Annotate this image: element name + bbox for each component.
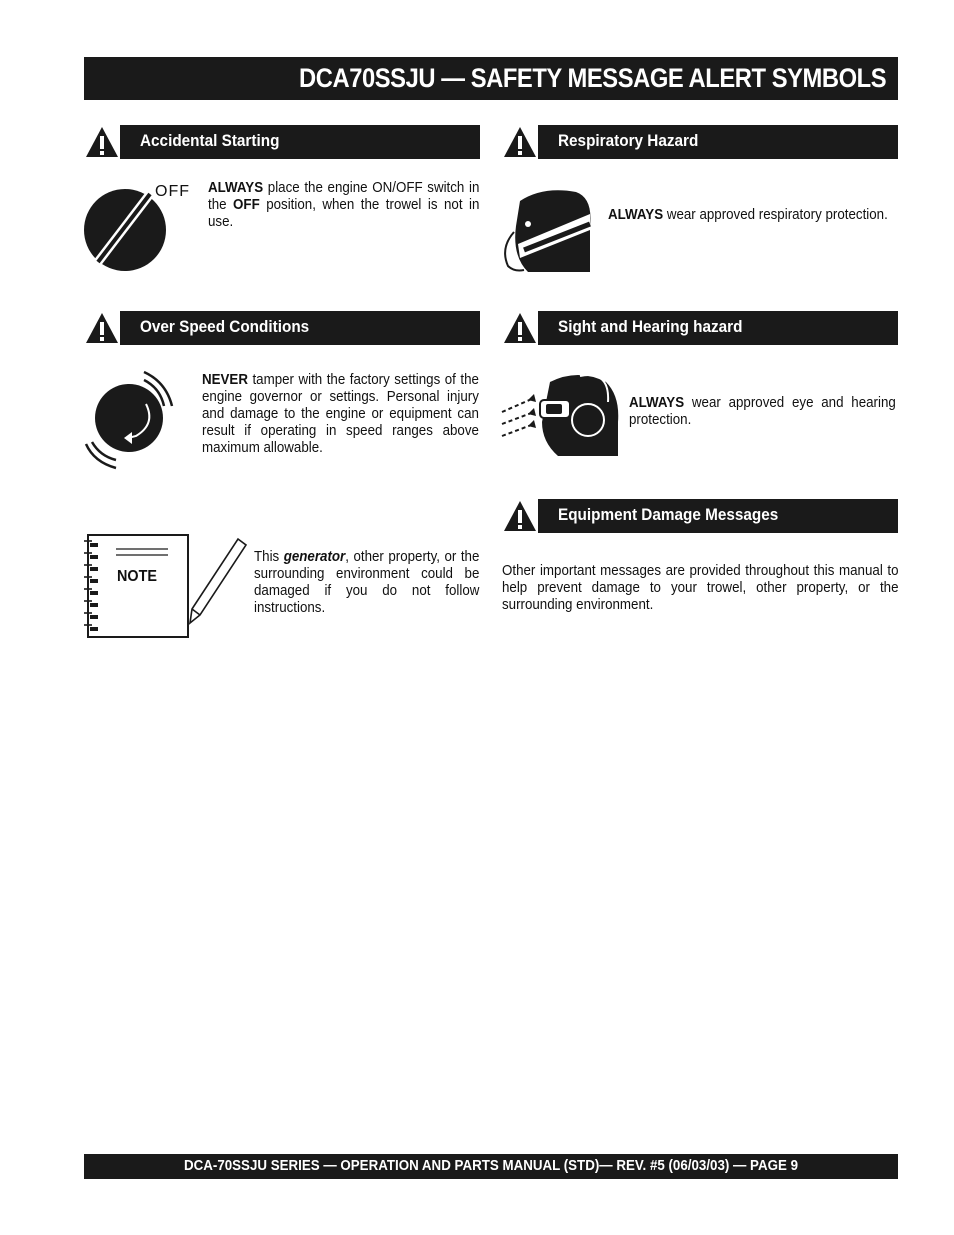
warning-triangle-icon	[84, 311, 120, 345]
goggles-earmuff-icon	[498, 372, 622, 458]
section-heading: Equipment Damage Messages	[558, 505, 779, 524]
respiratory-hazard-text: ALWAYS wear approved respiratory protection.	[608, 207, 888, 223]
section-heading: Over Speed Conditions	[140, 317, 310, 336]
section-heading: Sight and Hearing hazard	[558, 317, 743, 336]
off-label: OFF	[155, 183, 190, 200]
warning-triangle-icon	[502, 499, 538, 533]
page-title-bar	[84, 57, 898, 100]
note-notebook-icon	[82, 533, 252, 641]
page-title: DCA70SSJU — SAFETY MESSAGE ALERT SYMBOLS	[298, 63, 886, 93]
accidental-starting-text: ALWAYS place the engine ON/OFF switch in the OFF position, when the trowel is not in use.	[208, 180, 480, 230]
section-header-equipment-damage	[502, 499, 898, 533]
section-header-over-speed	[84, 311, 480, 345]
note-label: NOTE	[117, 568, 158, 585]
warning-triangle-icon	[502, 311, 538, 345]
footer-bar	[84, 1154, 898, 1179]
over-speed-text: NEVER tamper with the factory settings of the engine governor or settings. Personal injury and damage to the engine or equipment can result if operating in speed ranges above maximum allowable.	[202, 372, 479, 456]
section-heading: Accidental Starting	[140, 131, 280, 150]
footer-text: DCA-70SSJU SERIES — OPERATION AND PARTS MANUAL (STD)— REV. #5 (06/03/03) — PAGE 9	[183, 1158, 799, 1174]
respirator-mask-icon	[498, 186, 598, 278]
speed-dial-icon	[80, 364, 180, 470]
section-heading: Respiratory Hazard	[558, 131, 699, 150]
section-header-respiratory-hazard	[502, 125, 898, 159]
note-text: This generator, other property, or the surrounding environment could be damaged if you do not follow instructions.	[254, 549, 480, 616]
section-header-accidental-starting	[84, 125, 480, 159]
warning-triangle-icon	[84, 125, 120, 159]
sight-hearing-text: ALWAYS wear approved eye and hearing protection.	[629, 395, 896, 428]
warning-triangle-icon	[502, 125, 538, 159]
section-header-sight-hearing	[502, 311, 898, 345]
equipment-damage-text: Other important messages are provided throughout this manual to help prevent damage to your trowel, other property, or the surrounding environment.	[502, 563, 899, 613]
off-switch-icon	[80, 180, 200, 280]
